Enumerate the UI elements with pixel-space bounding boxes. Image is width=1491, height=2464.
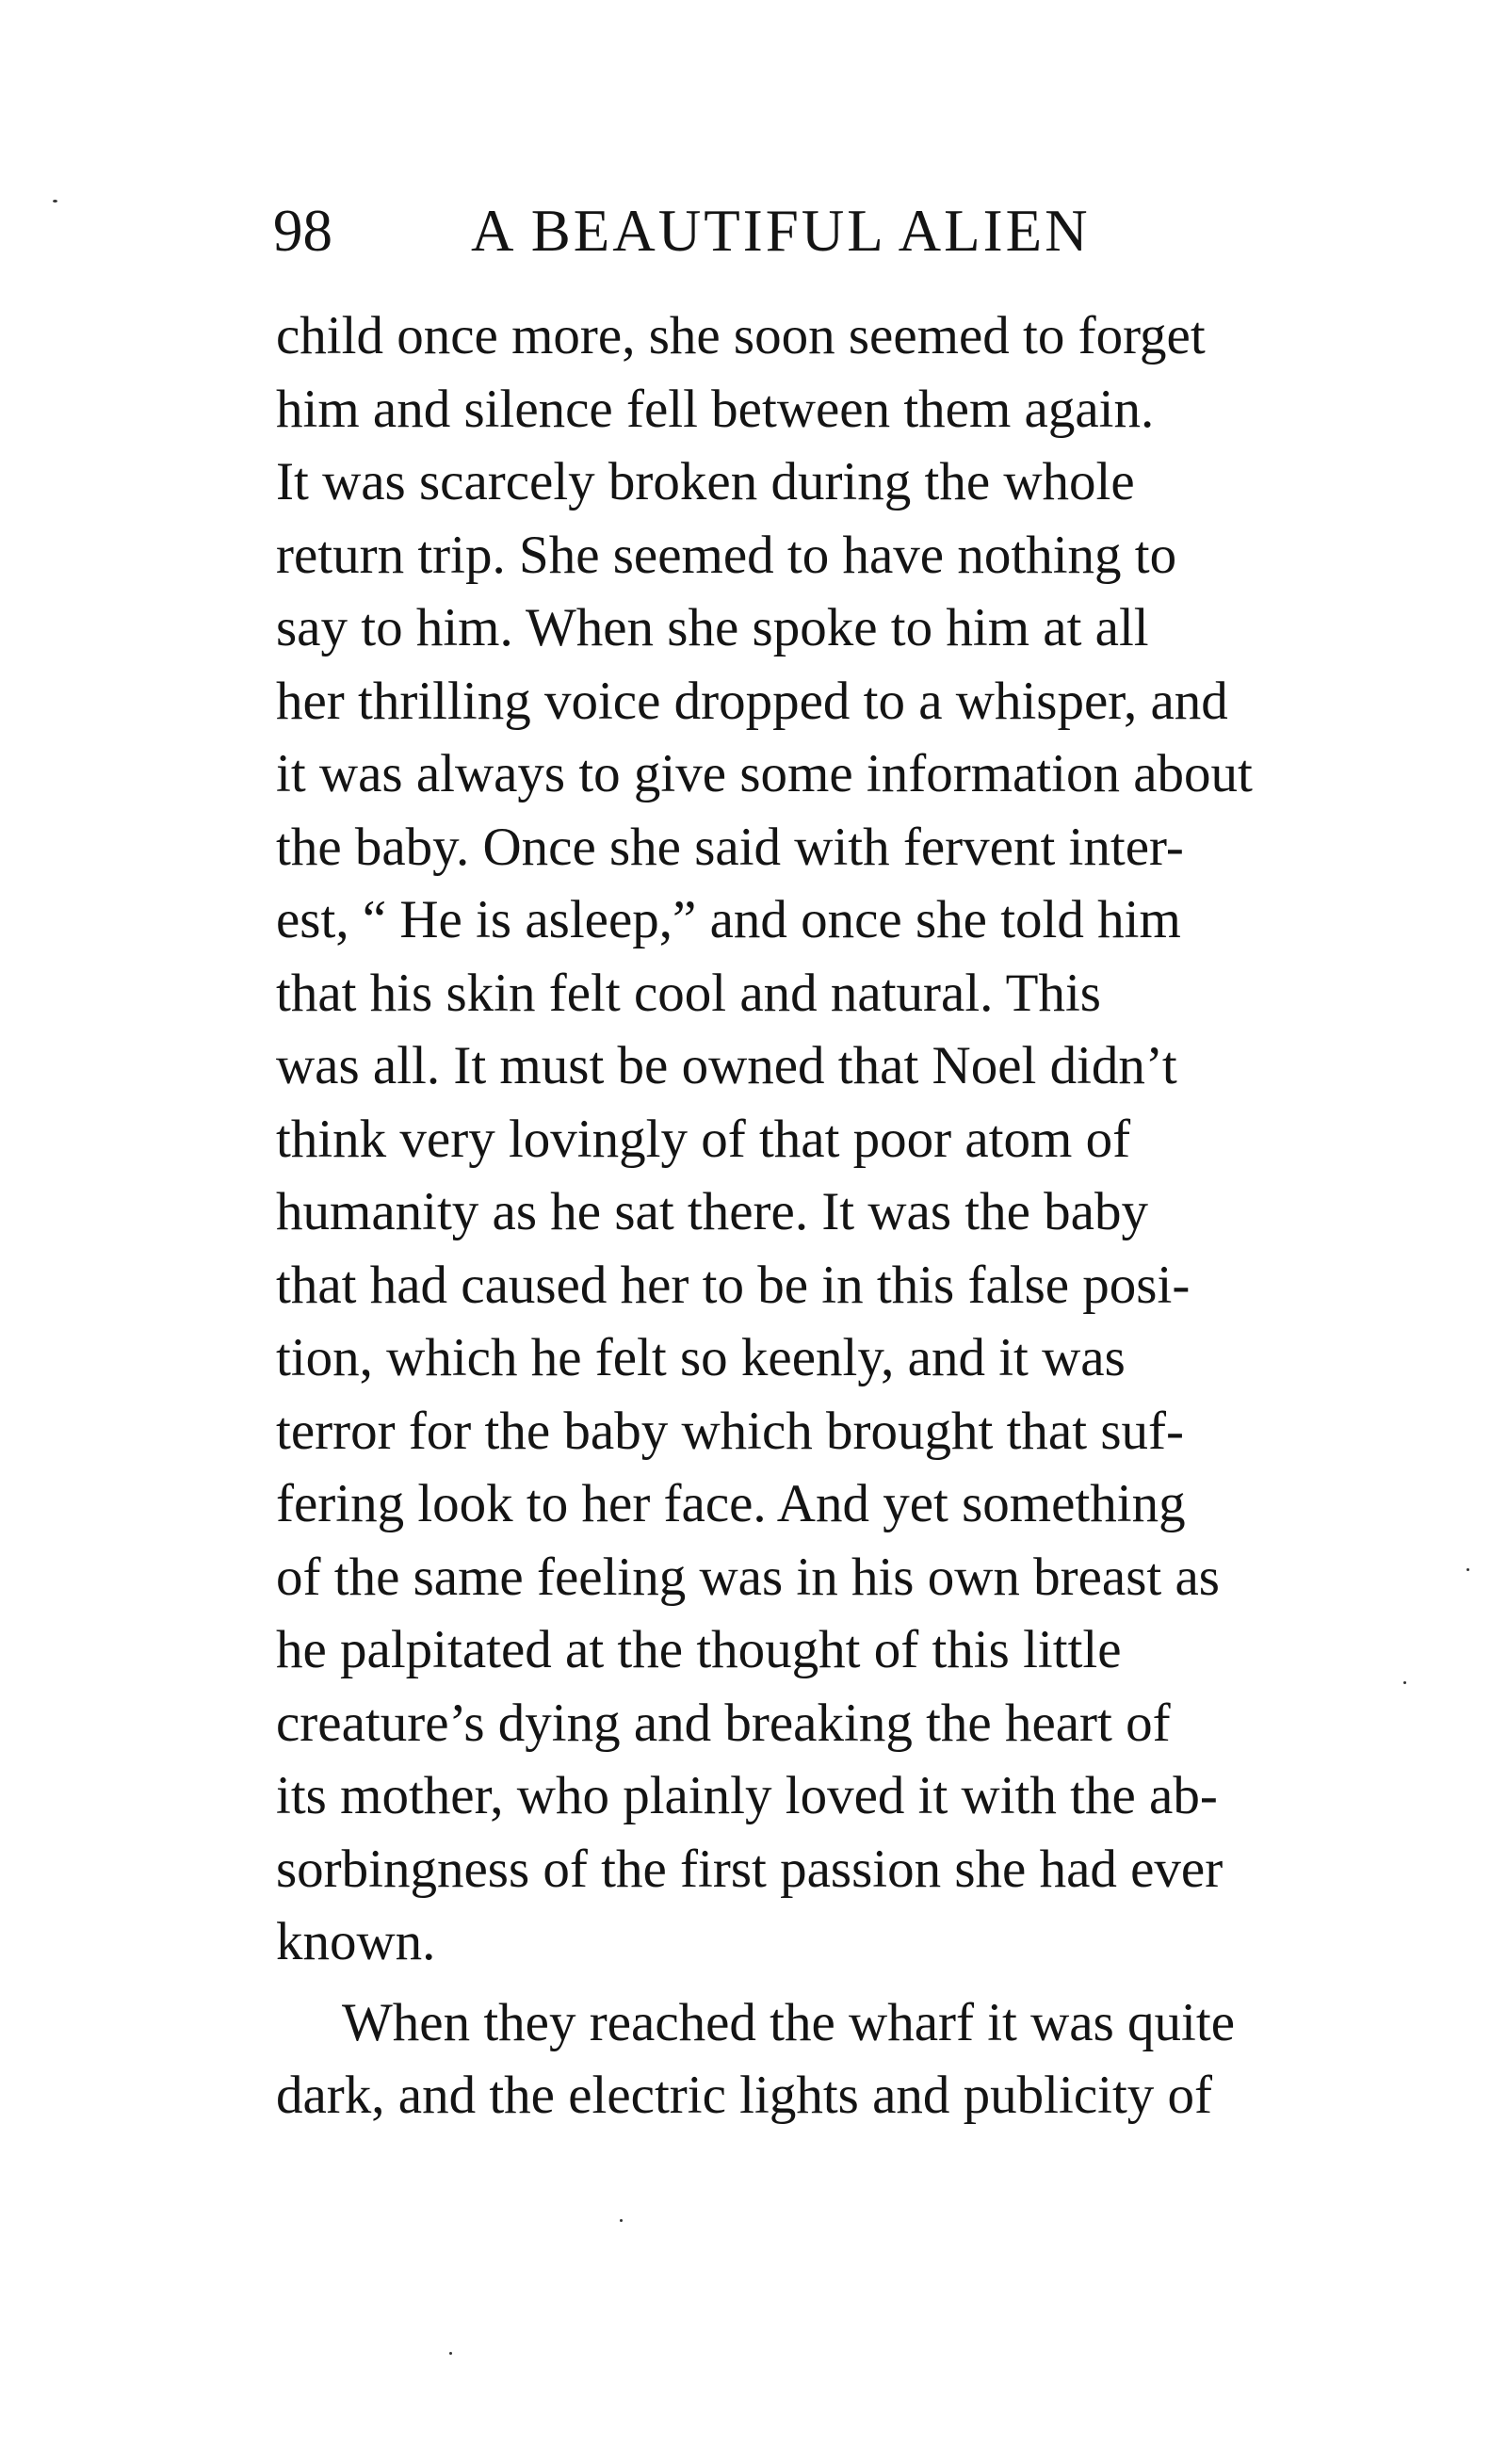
text-line: her thrilling voice dropped to a whisper, and [276,671,1228,731]
text-line: creature’s dying and breaking the heart of [276,1693,1171,1753]
text-line: its mother, who plainly loved it with the ab- [276,1766,1218,1825]
text-line: It was scarcely broken during the whole [276,452,1135,511]
text-line: child once more, she soon seemed to forget [276,306,1206,365]
running-head [273,188,1403,273]
text-line: fering look to her face. And yet something [276,1474,1186,1533]
text-line: was all. It must be owned that Noel didn’t [276,1036,1177,1095]
running-title: A BEAUTIFUL ALIEN [471,198,1091,264]
text-line: tion, which he felt so keenly, and it was [276,1328,1126,1387]
text-line: say to him. When she spoke to him at all [276,598,1149,657]
print-speck [1403,1681,1406,1684]
text-line: that had caused her to be in this false posi- [276,1255,1191,1315]
text-line: terror for the baby which brought that suf- [276,1401,1184,1461]
text-line: the baby. Once she said with fervent inter- [276,817,1184,877]
page-number: 98 [273,198,332,264]
text-line: humanity as he sat there. It was the baby [276,1182,1148,1241]
text-line: known. [276,1912,436,1971]
text-line: think very lovingly of that poor atom of [276,1109,1131,1169]
print-speck [53,200,57,203]
text-line: return trip. She seemed to have nothing to [276,525,1177,585]
text-line: dark, and the electric lights and publicity of [276,2066,1213,2125]
paragraph-first-line: When they reached the wharf it was quite [342,1992,1236,2052]
text-line: him and silence fell between them again. [276,379,1155,439]
print-speck [620,2219,623,2222]
text-line: est, “ He is asleep,” and once she told him [276,890,1181,949]
print-speck [449,2352,452,2355]
print-speck [1467,1568,1469,1571]
text-line: he palpitated at the thought of this little [276,1620,1122,1679]
text-line: of the same feeling was in his own breast as [276,1547,1220,1607]
body-text [276,300,1406,2132]
text-line: that his skin felt cool and natural. This [276,963,1101,1023]
text-line: sorbingness of the first passion she had ever [276,1839,1224,1899]
text-line: it was always to give some information about [276,744,1253,803]
